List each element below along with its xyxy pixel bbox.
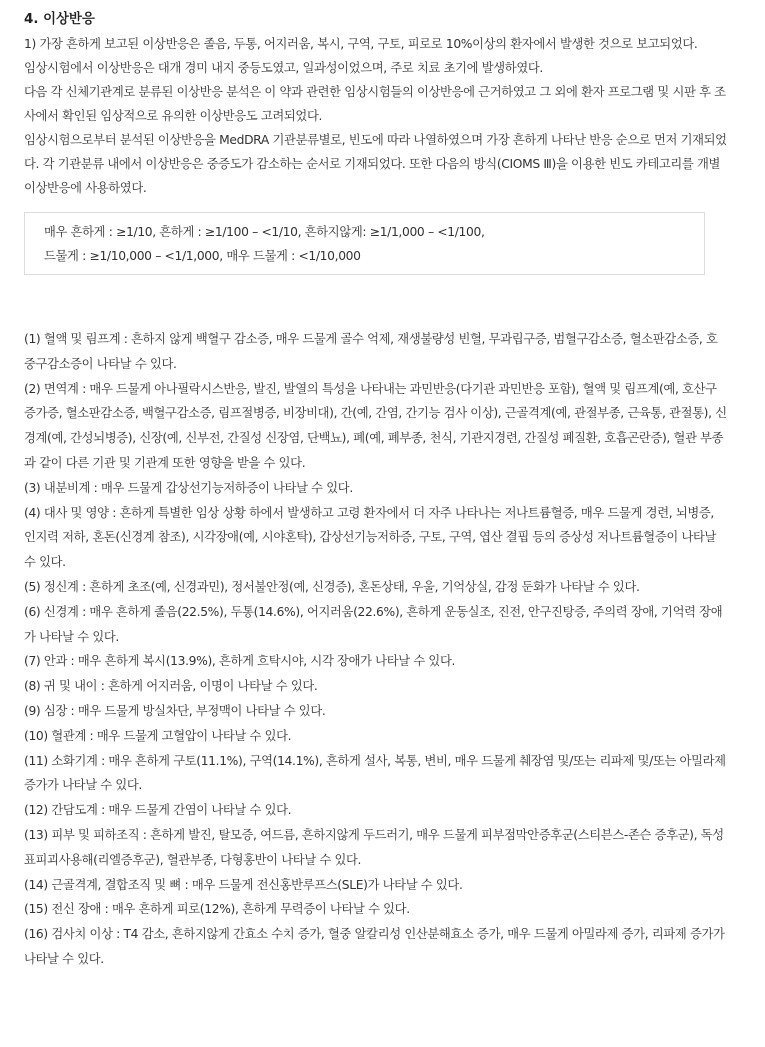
frequency-line: 매우 흔하게 : ≥1/10, 흔하게 : ≥1/100 – <1/10, 흔하지않게: ≥1/1,000 – <1/100, xyxy=(44,225,485,239)
list-item: (13) 피부 및 피하조직 : 흔하게 발진, 탈모증, 여드름, 흔하지않게 두드러기, 매우 드물게 피부점막안증후군(스티븐스-존슨 증후군), 독성표피괴사용해(리엘증후군), 혈관부종, 다형홍반이 나타날 수 있다. xyxy=(24,827,724,867)
list-item: (6) 신경계 : 매우 흔하게 졸음(22.5%), 두통(14.6%), 어지러움(22.6%), 흔하게 운동실조, 진전, 안구진탕증, 주의력 장애, 기억력 장애가 나타날 수 있다. xyxy=(24,604,723,644)
list-item: (5) 정신계 : 흔하게 초조(예, 신경과민), 정서불안정(예, 신경증), 혼돈상태, 우울, 기억상실, 감정 둔화가 나타날 수 있다. xyxy=(24,579,640,594)
list-item: (16) 검사치 이상 : T4 감소, 흔하지않게 간효소 수치 증가, 혈중 알칼리성 인산분해효소 증가, 매우 드물게 아밀라제 증가, 리파제 증가가 나타날 수 있다. xyxy=(24,927,725,966)
adverse-reaction-list xyxy=(24,327,728,972)
list-item: (12) 간담도계 : 매우 드물게 간염이 나타날 수 있다. xyxy=(24,803,292,818)
intro-paragraph: 임상시험에서 이상반응은 대개 경미 내지 중등도였고, 일과성이었으며, 주로 치료 초기에 발생하였다. xyxy=(24,61,543,75)
document-body xyxy=(24,8,728,972)
list-item: (7) 안과 : 매우 흔하게 복시(13.9%), 흔하게 흐탁시야, 시각 장애가 나타날 수 있다. xyxy=(24,654,456,669)
list-item: (3) 내분비계 : 매우 드물게 갑상선기능저하증이 나타날 수 있다. xyxy=(24,480,353,495)
list-item: (9) 심장 : 매우 드물게 방실차단, 부정맥이 나타날 수 있다. xyxy=(24,703,326,718)
frequency-category-box xyxy=(24,212,705,275)
list-item: (2) 면역계 : 매우 드물게 아나필락시스반응, 발진, 발열의 특성을 나타내는 과민반응(다기관 과민반응 포함), 혈액 및 림프계(예, 호산구증가증, 혈소판감소증, 백혈구감소증, 림프절병증, 비장비대), 간(예, 간염, 간기능 검사 이상), 근골격계(예, 관절부종, 근육통, 관절통), 신경계(예, 간성뇌병증), 신장(예, 신부전, 간질성 신장염, 단백뇨), 폐(예, 폐부종, 천식, 기관지경련, 간질성 폐질환, 호흡곤란증), 혈관 부종과 같이 다른 기관 및 기관계 또한 영향을 받을 수 있다. xyxy=(24,381,727,470)
list-item: (14) 근골격계, 결합조직 및 뼈 : 매우 드물게 전신홍반루프스(SLE)가 나타날 수 있다. xyxy=(24,877,463,892)
list-item: (8) 귀 및 내이 : 흔하게 어지러움, 이명이 나타날 수 있다. xyxy=(24,679,318,694)
list-item: (10) 혈관계 : 매우 드물게 고혈압이 나타날 수 있다. xyxy=(24,728,292,743)
list-item: (1) 혈액 및 림프계 : 흔하지 않게 백혈구 감소증, 매우 드물게 골수 억제, 재생불량성 빈혈, 무과립구증, 범혈구감소증, 혈소판감소증, 호중구감소증이 나타날 수 있다. xyxy=(24,332,718,371)
list-item: (15) 전신 장애 : 매우 흔하게 피로(12%), 흔하게 무력증이 나타날 수 있다. xyxy=(24,902,410,917)
list-item: (11) 소화기계 : 매우 흔하게 구토(11.1%), 구역(14.1%), 흔하게 설사, 복통, 변비, 매우 드물게 췌장염 및/또는 리파제 및/또는 아밀라제 증가가 나타날 수 있다. xyxy=(24,753,726,793)
intro-paragraph: 다음 각 신체기관계로 분류된 이상반응 분석은 이 약과 관련한 임상시험들의 이상반응에 근거하였고 그 외에 환자 프로그램 및 시판 후 조사에서 확인된 임상적으로 유의한 이상반응도 고려되었다. xyxy=(24,85,726,123)
section-title: 4. 이상반응 xyxy=(24,12,95,27)
intro-paragraph: 1) 가장 흔하게 보고된 이상반응은 졸음, 두통, 어지러움, 복시, 구역, 구토, 피로로 10%이상의 환자에서 발생한 것으로 보고되었다. xyxy=(24,37,698,51)
intro-paragraph: 임상시험으로부터 분석된 이상반응을 MedDRA 기관분류별로, 빈도에 따라 나열하였으며 가장 흔하게 나타난 반응 순으로 먼저 기재되었다. 각 기관분류 내에서 이상반응은 중증도가 감소하는 순서로 기재되었다. 또한 다음의 방식(CIOMS Ⅲ)을 이용한 빈도 카테고리를 개별 이상반응에 사용하였다. xyxy=(24,133,727,195)
spacer xyxy=(24,275,728,327)
list-item: (4) 대사 및 영양 : 흔하게 특별한 임상 상황 하에서 발생하고 고령 환자에서 더 자주 나타나는 저나트륨혈증, 매우 드물게 경련, 뇌병증, 인지력 저하, 혼돈(신경계 참조), 시각장애(예, 시야혼탁), 갑상선기능저하증, 구토, 구역, 엽산 결핍 등의 증상성 저나트륨혈증이 나타날 수 있다. xyxy=(24,505,717,570)
frequency-line: 드물게 : ≥1/10,000 – <1/1,000, 매우 드물게 : <1/10,000 xyxy=(44,249,361,263)
